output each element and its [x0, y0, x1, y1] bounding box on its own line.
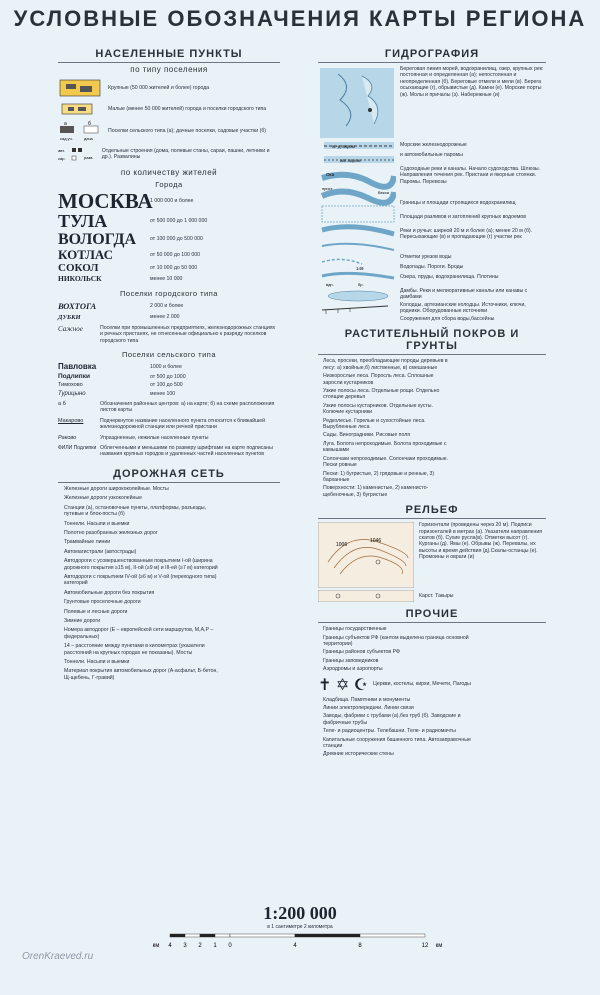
- veg-text: Поверхности: 1) каменистые, 2) каменисто-щебеночные, 3) бугристые: [323, 485, 429, 498]
- road-item: [58, 599, 280, 605]
- other-item: [318, 675, 546, 695]
- city-name: НИКОЛЬСК: [58, 274, 102, 283]
- label-1046: 1046: [370, 538, 382, 545]
- label-149: 149: [356, 266, 364, 271]
- note-symbol: Макарово: [58, 417, 84, 424]
- city-name: ВОЛОГДА: [58, 231, 137, 248]
- other-text: Древние исторические стены: [323, 751, 394, 758]
- city-row: [58, 190, 280, 212]
- road-text: Автодороги с усовершенствованным покрытием I-ой (ширина дорожного покрытия ≥15 м), II-ой (≥9 м) и III-ей (≥7 м) категорий: [64, 558, 218, 571]
- settlements-by-type: по типу поселения: [130, 65, 208, 74]
- road-text: Автомобильные дороги без покрытия: [64, 589, 155, 596]
- urban-header: Поселки городского типа: [120, 289, 218, 298]
- road-text: Трамвайные линии: [64, 539, 111, 546]
- road-item: [58, 521, 280, 527]
- road-item: [58, 627, 280, 640]
- note-row: [58, 435, 280, 441]
- hydro-text: Границы и площади строящихся водохранилищ: [400, 200, 516, 206]
- road-item: [58, 530, 280, 536]
- type-item-text: Крупные (50 000 жителей и более) города: [108, 84, 210, 91]
- road-text: Станции (а), остановочные пункты, платформы, разъезды, путевые и блок-посты (б): [64, 504, 206, 518]
- other-text: Границы субъектов РФ (кантом выделена граница основной территории): [323, 634, 469, 647]
- hydro-text: Отметки урезов воды: [400, 254, 452, 260]
- rural-pop: 1000 и более: [150, 363, 182, 370]
- urban-pop: менее 2 000: [150, 314, 180, 321]
- rural-name: Турицыно: [58, 390, 86, 397]
- label-vdp: вдп.: [326, 282, 334, 287]
- sazhnoe-row: [58, 325, 280, 344]
- veg-item: [318, 418, 546, 431]
- city-pop: менее 10 000: [150, 275, 183, 282]
- type-item-small: [58, 101, 280, 117]
- scale-tick-label: 2: [198, 943, 202, 949]
- relief-text: Горизонтали (проведены через 20 м). Подписи горизонталей в метрах (а). Указатели направления скатов (б). Сухие русла(в). Отметки высот (г). Курганы (д). Ямы (е). Обрывы (ж). Перевалы, их высоты и время действия (д).Скалы-останцы (е). Промоины и овраги (и): [419, 522, 543, 561]
- city-row: [58, 262, 280, 274]
- scale-tick-label: 1: [213, 943, 217, 949]
- city-name: МОСКВА: [58, 189, 153, 213]
- buildings-symbol: [58, 145, 96, 163]
- hydro-title: ГИДРОГРАФИЯ: [384, 48, 480, 60]
- rural-pop: менее 100: [150, 390, 176, 397]
- type-item-text: Отдельные строения (дома, полевые станы, сараи, пашни, летники и др.). Развалины: [101, 147, 270, 160]
- road-text: Тоннели. Насыпи и выемки: [64, 659, 130, 665]
- label-b: б: [88, 121, 91, 127]
- label-1006: 1006: [336, 542, 348, 549]
- city-name: ТУЛА: [58, 211, 108, 231]
- settlements-title: НАСЕЛЕННЫЕ ПУНКТЫ: [95, 48, 243, 60]
- road-item: [58, 495, 280, 501]
- road-item: [58, 668, 280, 681]
- road-item: [58, 618, 280, 624]
- other-text: Границы заповедников: [323, 657, 379, 664]
- sazhnoe-desc: Поселки при промышленных предприятиях, железнодорожных станциях и речных пристанях, не отнесенные официально к разряду поселков городского типа: [100, 325, 276, 344]
- type-item-buildings: [58, 145, 280, 163]
- veg-item: [318, 373, 546, 386]
- urban-name: ДУБКИ: [58, 314, 81, 321]
- road-item: [58, 609, 280, 615]
- other-item: [318, 697, 546, 703]
- label-sar: сар.: [58, 156, 66, 161]
- rural-header: Поселки сельского типа: [121, 350, 217, 360]
- sazhnoe-name: Сажное: [58, 325, 83, 333]
- scale-tick-label: км: [435, 943, 443, 949]
- scale-title: 1:200 000: [263, 903, 337, 923]
- other-text: Линии электропередачи. Линии связи: [323, 704, 414, 711]
- label-razv: разв.: [84, 155, 94, 160]
- other-title: ПРОЧИЕ: [405, 608, 459, 621]
- relief-map: [318, 522, 414, 588]
- veg-text: Узкие полосы леса. Отдельные рощи. Отдельно стоящие деревья: [323, 388, 440, 401]
- scale-block: [140, 903, 460, 963]
- label-dacha: дача: [84, 136, 93, 141]
- city-row: [58, 212, 280, 231]
- city-pop: 1 000 000 и более: [150, 197, 194, 204]
- hydro-texts: [400, 66, 546, 322]
- other-list: [318, 626, 546, 758]
- road-item: [58, 643, 280, 656]
- urban-pop: 2 000 и более: [150, 302, 184, 309]
- relief-karst: [318, 590, 546, 602]
- veg-text: Низкорослые леса. Поросль леса. Сплошные заросли кустарников: [323, 373, 434, 386]
- label-vexa: Векса: [378, 190, 389, 195]
- scale-bar: [140, 930, 460, 960]
- road-list: [58, 486, 280, 681]
- road-text: 14 – расстояние между пунктами в километрах (указатели расстояний на крупных городах не показаны). Мосты: [64, 643, 205, 656]
- road-item: [58, 539, 280, 545]
- other-text: Аэродромы и аэропорты: [323, 666, 383, 673]
- type-item-rural: [58, 120, 280, 142]
- road-text: Материал покрытия автомобильных дорог (А-асфальт, Б-бетон, Щ-щебень, Г-гравий): [64, 668, 218, 681]
- note-symbol: Раково: [58, 434, 77, 441]
- page-title: УСЛОВНЫЕ ОБОЗНАЧЕНИЯ КАРТЫ РЕГИОНА: [13, 6, 587, 31]
- svg-text:✝ ✡ ☪: ✝ ✡ ☪: [318, 676, 369, 694]
- scale-tick-label: 12: [421, 943, 429, 949]
- label-a: а: [64, 121, 67, 127]
- scale-tick-label: км: [152, 943, 160, 949]
- veg-list: [318, 358, 546, 498]
- type-item-text: Малые (менее 50 000 жителей) города и поселки городского типа: [108, 105, 267, 112]
- scale-tick-label: 0: [228, 943, 232, 949]
- rural-symbol: [58, 120, 102, 142]
- karst-symbol: [318, 590, 414, 602]
- city-name: СОКОЛ: [58, 262, 99, 274]
- label-avt: авт.: [58, 148, 65, 153]
- road-text: Полотно разобранных железных дорог: [64, 529, 158, 536]
- veg-text: Луга. Болота непроходимые. Болота проходимые с камышами: [323, 440, 447, 454]
- hydro-block: [318, 66, 546, 322]
- hydro-text: Дамбы. Реки и мелиоративные каналы или канавы с дамбами: [400, 288, 528, 301]
- hydro-text: Водопады. Пороги. Броды: [400, 264, 464, 270]
- hydro-text: Площади разливов и затоплений крупных водоемов: [400, 214, 527, 220]
- rural-name: Павловка: [58, 362, 97, 372]
- other-text: Теле- и радиоцентры. Телебашни. Теле- и радиомачты: [323, 728, 456, 735]
- road-item: [58, 505, 280, 518]
- other-item: [318, 658, 546, 664]
- label-avt-parom: авт.паром: [340, 158, 361, 163]
- rural-name: Подлипки: [58, 373, 90, 381]
- relief-texts: [419, 522, 545, 588]
- veg-item: [318, 485, 546, 498]
- hydro-text: Морские железнодорожные: [400, 142, 467, 148]
- road-text: Полевые и лесные дороги: [64, 608, 128, 615]
- rural-pop: от 100 до 500: [150, 382, 183, 389]
- hydro-text: Реки и ручьи: ширной 20 м и более (а); менее 20 м (б). Пересыхающие (в) и пропадающие (г) участки рек: [400, 228, 533, 241]
- veg-item: [318, 403, 546, 416]
- road-item: [58, 549, 280, 555]
- rural-name: Тимохово: [58, 382, 83, 389]
- settlements-by-pop: по количеству жителей: [120, 168, 218, 177]
- other-text: Церкви, костелы, кирхи, Мечети, Пагоды: [373, 681, 471, 688]
- veg-text: Пески: 1) бугристые, 2) грядовые и ренные, 3) барханные: [323, 470, 435, 483]
- other-item: [318, 713, 546, 726]
- hydro-text: Озера, пруды, водохранилища. Плотины: [400, 274, 499, 280]
- scale-tick-label: 3: [183, 943, 187, 949]
- veg-item: [318, 432, 546, 438]
- scale-subtitle: в 1 сантиметре 2 километра: [267, 924, 333, 930]
- other-item: [318, 666, 546, 672]
- note-text: Облегченными и меньшими по размеру шрифтами на карте подписаны названия крупных городов и удаленных частей населенных пунктов: [100, 445, 273, 458]
- vegetation-title: РАСТИТЕЛЬНЫЙ ПОКРОВ И ГРУНТЫ: [344, 328, 520, 353]
- scale-tick-label: 4: [168, 943, 172, 949]
- left-column: [58, 46, 280, 926]
- veg-item: [318, 441, 546, 454]
- rural-row: [58, 373, 280, 380]
- veg-text: Узкие полосы кустарников. Отдельные кусты. Колючие кустарники: [323, 402, 433, 416]
- note-text: Упраздненные, нежилые населенные пункты: [100, 434, 209, 441]
- relief-text: Карст. Такыры: [419, 592, 454, 599]
- other-item: [318, 626, 546, 632]
- scale-tick-label: 8: [358, 943, 362, 949]
- veg-item: [318, 388, 546, 401]
- scale-tick-label: 4: [293, 943, 297, 949]
- hydro-symbols: [318, 66, 396, 318]
- note-text: Обозначения районных центров: а) на карте; б) на схеме расположения листов карты: [100, 401, 275, 414]
- note-symbol: ФИЛИ Подлипки: [58, 445, 97, 452]
- city-row: [58, 274, 280, 284]
- other-item: [318, 705, 546, 711]
- veg-text: Редколесье. Горелые и сухостойные леса. Вырубленные леса: [323, 417, 426, 431]
- road-text: Тоннели. Насыпи и выемки: [64, 520, 130, 527]
- road-item: [58, 558, 280, 571]
- city-pop: от 10 000 до 50 000: [150, 264, 198, 271]
- rural-row: [58, 362, 280, 371]
- relief-block: [318, 522, 546, 588]
- city-pop: от 500 000 до 1 000 000: [150, 218, 208, 225]
- note-row: [58, 418, 280, 431]
- hydro-text: Судоходные реки и каналы. Начало судоходства. Шлюзы. Направления течения рек. Пристани и якорные стоянки. Паромы. Перевозы: [400, 166, 541, 185]
- city-pop: от 50 000 до 100 000: [150, 251, 201, 258]
- road-text: Автомагистрали (автострады): [64, 548, 137, 555]
- rural-pop: от 500 до 1000: [150, 373, 186, 380]
- other-symbol: [318, 675, 368, 695]
- hydro-text: и автомобильные паромы: [400, 152, 463, 158]
- type-item-text: Поселки сельского типа (а); дачные поселки, садовые участки (б): [108, 127, 267, 134]
- veg-text: Сады. Виноградники. Рисовые поля: [323, 432, 411, 439]
- veg-item: [318, 358, 546, 371]
- label-oka: Ока: [326, 172, 335, 177]
- watermark: OrenKraeved.ru: [22, 951, 94, 962]
- other-item: [318, 737, 546, 750]
- veg-text: Солончаки непроходимые. Солончаки проходимые. Пески ровные: [323, 455, 449, 469]
- road-item: [58, 486, 280, 492]
- hydro-text: Сооружения для сбора воды,бассейны: [400, 316, 495, 322]
- label-zhd-parom: ж.-д.паром: [332, 144, 355, 149]
- other-text: Заводы, фабрики с трубами (а),без труб (б). Заводские и фабричные трубы: [323, 713, 461, 726]
- small-city-symbol: [58, 101, 102, 117]
- city-pop: от 100 000 до 500 000: [150, 236, 203, 243]
- urban-row: [58, 314, 280, 321]
- other-text: Границы государственные: [323, 626, 387, 633]
- road-text: Автодороги с покрытием IV-ой (≥6 м) и V-ой (переходного типа) категорий: [64, 573, 217, 587]
- road-text: Зимние дороги: [64, 617, 101, 624]
- right-column: [318, 46, 546, 926]
- other-item: [318, 635, 546, 648]
- other-text: Кладбища. Памятники и монументы: [323, 696, 411, 703]
- note-row: [58, 401, 280, 414]
- city-row: [58, 248, 280, 262]
- road-item: [58, 590, 280, 596]
- veg-item: [318, 471, 546, 484]
- type-item-large: [58, 78, 280, 98]
- note-row: [58, 445, 280, 458]
- other-item: [318, 649, 546, 655]
- city-name: КОТЛАС: [58, 247, 114, 262]
- other-text: Капитальные сооружения башенного типа. Автозаправочные станции: [323, 736, 471, 749]
- rural-row: [58, 382, 280, 388]
- road-item: [58, 574, 280, 587]
- other-text: Границы районов субъектов РФ: [323, 649, 400, 656]
- road-text: Номера автодорог (Е – европейской сети маршрутов, М,А,Р – федеральных): [64, 627, 214, 640]
- hydro-text: Береговая линия морей, водохранилищ, озер, крупных рек: постоянная и определенная (а); непостоянная и неопределенная (б). Береговые отмели и мели (в). Берега осыхающие (г), обрывистые (д). Камни (е). Морские порты (ж). Молы и причалы (з). Набережные (и): [400, 66, 544, 98]
- city-row: [58, 231, 280, 248]
- label-sad: сад.уч.: [60, 136, 73, 141]
- road-item: [58, 659, 280, 665]
- label-prist: прист.: [322, 186, 334, 191]
- roads-title: ДОРОЖНАЯ СЕТЬ: [113, 467, 225, 480]
- other-item: [318, 728, 546, 734]
- urban-name: ВОХТОГА: [58, 301, 97, 311]
- road-text: Железные дороги ширококолейные. Мосты: [64, 485, 169, 492]
- veg-text: Леса, просеки, преобладающие породы деревьев в лесу: а) хвойные,б) лиственные, в) смешанные: [323, 358, 448, 371]
- hydro-text: Колодцы, артезианские колодцы. Источники, ключи, родники. Оборудованные источники: [400, 302, 526, 315]
- road-text: Железные дороги узкоколейные: [64, 495, 143, 502]
- rural-row: [58, 391, 280, 397]
- other-item: [318, 751, 546, 757]
- large-city-symbol: [58, 78, 102, 98]
- label-br: бр.: [358, 282, 364, 287]
- note-text: Подчеркнутое название населенного пункта относится к ближайшей железнодорожной станции или речной пристани: [100, 417, 266, 431]
- veg-item: [318, 456, 546, 469]
- note-symbol: а б: [58, 401, 66, 408]
- urban-row: [58, 301, 280, 311]
- cities-header: Города: [155, 180, 183, 189]
- road-text: Грунтовые проселочные дороги: [64, 599, 141, 606]
- relief-title: РЕЛЬЕФ: [405, 504, 459, 517]
